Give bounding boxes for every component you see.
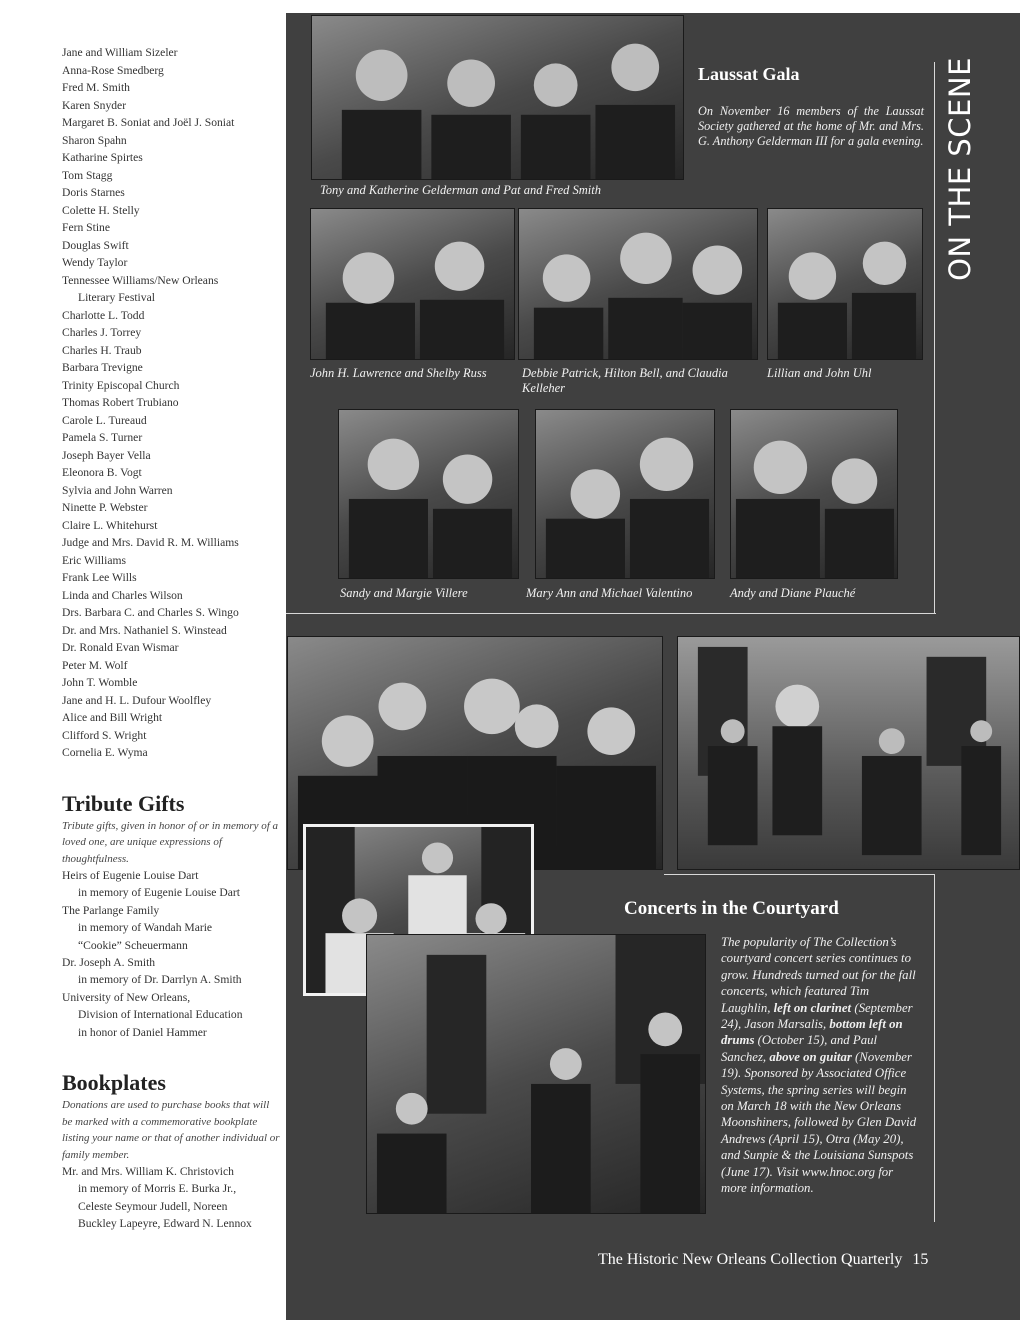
photo-paul-sanchez-guitar bbox=[677, 636, 1020, 870]
tribute-entry bbox=[62, 867, 282, 902]
caption-gelderman-smith: Tony and Katherine Gelderman and Pat and Fred Smith bbox=[320, 183, 601, 197]
bookplates-intro: Donations are used to purchase books that will be marked with a commemorative bookplate listing your name or that of another individual or family member. bbox=[62, 1099, 280, 1161]
page-footer bbox=[598, 1251, 928, 1269]
tribute-gifts-intro: Tribute gifts, given in honor of or in memory of a loved one, are unique expressions of thoughtfulness. bbox=[62, 819, 279, 865]
caption-patrick-bell-kelleher: Debbie Patrick, Hilton Bell, and Claudia Kelleher bbox=[522, 366, 728, 395]
photo-villere bbox=[338, 409, 519, 579]
tribute-list bbox=[62, 867, 282, 1041]
bookplates-entry bbox=[62, 1163, 282, 1233]
donor-name: Dr. and Mrs. Nathaniel S. Winstead bbox=[62, 623, 227, 637]
tribute-dedication: in memory of Eugenie Louise Dart bbox=[78, 886, 240, 900]
donor-name: John T. Womble bbox=[62, 676, 138, 689]
photo-patrick-bell-kelleher-art bbox=[519, 209, 757, 359]
donor-name: Sharon Spahn bbox=[62, 133, 127, 147]
tribute-donor: Dr. Joseph A. Smith bbox=[62, 956, 156, 970]
photo-uhl-art bbox=[768, 209, 922, 359]
caption-villere: Sandy and Margie Villere bbox=[340, 586, 468, 600]
donor-name: Frank Lee Wills bbox=[62, 571, 137, 584]
bookplates-dedication: Buckley Lapeyre, Edward N. Lennox bbox=[78, 1217, 252, 1231]
photo-plauche bbox=[730, 409, 898, 579]
photo-jason-marsalis-drums-art bbox=[367, 935, 705, 1213]
donor-name: Trinity Episcopal Church bbox=[62, 378, 180, 392]
donor-list bbox=[62, 44, 282, 762]
donor-name: Fred M. Smith bbox=[62, 81, 130, 94]
photo-gelderman-smith bbox=[311, 15, 684, 180]
photo-villere-art bbox=[339, 410, 518, 578]
on-the-scene-tab bbox=[933, 57, 987, 281]
donor-name: Judge and Mrs. David R. M. Williams bbox=[62, 536, 239, 549]
donor-name: Jane and H. L. Dufour Woolfley bbox=[62, 693, 212, 707]
caption-uhl: Lillian and John Uhl bbox=[767, 366, 872, 380]
caption-lawrence-russ: John H. Lawrence and Shelby Russ bbox=[310, 366, 487, 380]
donor-name: Peter M. Wolf bbox=[62, 658, 128, 672]
donor-name: Charlotte L. Todd bbox=[62, 308, 145, 322]
laussat-gala-title: Laussat Gala bbox=[698, 64, 800, 84]
bookplates-section bbox=[62, 1071, 282, 1233]
tribute-gifts-title: Tribute Gifts bbox=[62, 790, 185, 816]
donor-name: Joseph Bayer Vella bbox=[62, 448, 151, 462]
photo-lawrence-russ bbox=[310, 208, 515, 360]
concerts-divider bbox=[664, 874, 935, 875]
tribute-donor: Heirs of Eugenie Louise Dart bbox=[62, 869, 199, 882]
bookplates-dedication: in memory of Morris E. Burka Jr., bbox=[78, 1182, 237, 1196]
bookplates-donor: Mr. and Mrs. William K. Christovich bbox=[62, 1165, 234, 1179]
concerts-text: (September 24), Jason Marsalis, bbox=[721, 1000, 913, 1032]
caption-valentino: Mary Ann and Michael Valentino bbox=[526, 586, 693, 600]
photo-patrick-bell-kelleher bbox=[518, 208, 758, 360]
donor-name: Charles J. Torrey bbox=[62, 326, 142, 339]
donor-name: Margaret B. Soniat and Joël J. Soniat bbox=[62, 116, 235, 129]
concerts-text: The popularity of The Collection’s courtyard concert series continues to grow. Hundreds turned out for the fall concerts, which featured Tim Laughlin, bbox=[721, 935, 916, 1015]
photo-plauche-art bbox=[731, 410, 897, 578]
tribute-gifts-section bbox=[62, 792, 282, 1042]
donor-name: Dr. Ronald Evan Wismar bbox=[62, 641, 179, 654]
donor-name: Eleonora B. Vogt bbox=[62, 466, 142, 479]
tribute-dedication: in memory of Dr. Darrlyn A. Smith bbox=[78, 973, 242, 987]
tribute-donor: University of New Orleans, bbox=[62, 990, 191, 1004]
bookplate-list bbox=[62, 1163, 282, 1233]
publication-name: The Historic New Orleans Collection Quarterly bbox=[598, 1251, 903, 1268]
concerts-text: (October 15), and Paul Sanchez, bbox=[721, 1033, 878, 1064]
tribute-dedication: in honor of Daniel Hammer bbox=[78, 1025, 207, 1039]
donor-name: Charles H. Traub bbox=[62, 343, 142, 357]
tribute-dedication: in memory of Wandah Marie bbox=[78, 921, 213, 935]
bookplates-dedication: Celeste Seymour Judell, Noreen bbox=[78, 1199, 228, 1213]
page-number: 15 bbox=[912, 1251, 929, 1268]
donor-name: Cornelia E. Wyma bbox=[62, 746, 148, 759]
tribute-dedication: Division of International Education bbox=[78, 1008, 243, 1022]
photo-gelderman-smith-art bbox=[312, 16, 683, 179]
concerts-highlight: left on clarinet bbox=[773, 1000, 852, 1015]
donor-name: Clifford S. Wright bbox=[62, 728, 147, 742]
donor-name: Linda and Charles Wilson bbox=[62, 588, 183, 602]
caption-plauche: Andy and Diane Plauché bbox=[730, 586, 856, 600]
donor-name: Wendy Taylor bbox=[62, 256, 128, 269]
photo-paul-sanchez-guitar-art bbox=[678, 637, 1019, 869]
donor-name: Claire L. Whitehurst bbox=[62, 518, 158, 532]
donor-name: Barbara Trevigne bbox=[62, 361, 143, 374]
bookplates-title: Bookplates bbox=[62, 1070, 166, 1096]
donor-name: Drs. Barbara C. and Charles S. Wingo bbox=[62, 606, 239, 619]
donor-name: Sylvia and John Warren bbox=[62, 483, 173, 497]
donor-name: Eric Williams bbox=[62, 553, 127, 567]
donor-name: Carole L. Tureaud bbox=[62, 413, 147, 427]
tribute-donor: The Parlange Family bbox=[62, 903, 160, 917]
donor-name: Doris Starnes bbox=[62, 186, 125, 199]
donor-name: Ninette P. Webster bbox=[62, 501, 148, 514]
donor-name: Pamela S. Turner bbox=[62, 431, 143, 444]
tribute-dedication: “Cookie” Scheuermann bbox=[78, 938, 188, 952]
concerts-description bbox=[721, 934, 921, 1197]
donor-name: Tennessee Williams/New Orleans bbox=[62, 273, 219, 287]
tribute-entry bbox=[62, 902, 282, 954]
laussat-gala-description: On November 16 members of the Laussat Society gathered at the home of Mr. and Mrs. G. Anthony Gelderman III for a gala evening. bbox=[698, 104, 924, 148]
donor-name: Katharine Spirtes bbox=[62, 151, 143, 164]
donor-name: Douglas Swift bbox=[62, 238, 129, 252]
donor-name: Alice and Bill Wright bbox=[62, 711, 163, 724]
donor-name: Anna-Rose Smedberg bbox=[62, 63, 164, 77]
photo-lawrence-russ-art bbox=[311, 209, 514, 359]
left-column bbox=[62, 44, 282, 1233]
donor-name: Karen Snyder bbox=[62, 98, 127, 112]
donor-name: Thomas Robert Trubiano bbox=[62, 396, 179, 409]
donor-name: Colette H. Stelly bbox=[62, 203, 140, 217]
donor-name: Fern Stine bbox=[62, 221, 110, 234]
donor-name: Tom Stagg bbox=[62, 168, 113, 182]
tribute-entry bbox=[62, 954, 282, 989]
photo-valentino bbox=[535, 409, 715, 579]
on-the-scene-label: ON THE SCENE bbox=[943, 57, 977, 281]
concerts-highlight: above on guitar bbox=[769, 1049, 852, 1064]
vertical-divider-bottom bbox=[934, 874, 935, 1222]
tribute-entry bbox=[62, 989, 282, 1041]
photo-valentino-art bbox=[536, 410, 714, 578]
photo-uhl bbox=[767, 208, 923, 360]
section-divider bbox=[286, 613, 936, 614]
concerts-highlight: bottom left on drums bbox=[721, 1017, 903, 1048]
donor-name: Literary Festival bbox=[78, 291, 155, 304]
donor-name: Jane and William Sizeler bbox=[62, 46, 178, 59]
concerts-text: (November 19). Sponsored by Associated Office Systems, the spring series will begin on March 18 with the New Orleans Moonshiners, followed by Glen David Andrews (April 15), Otra (May 20), and Sunpie & the Louisiana Sunspots (June 17). Visit www.hnoc.org for more information. bbox=[721, 1049, 917, 1196]
concerts-title: Concerts in the Courtyard bbox=[624, 898, 839, 919]
photo-jason-marsalis-drums bbox=[366, 934, 706, 1214]
